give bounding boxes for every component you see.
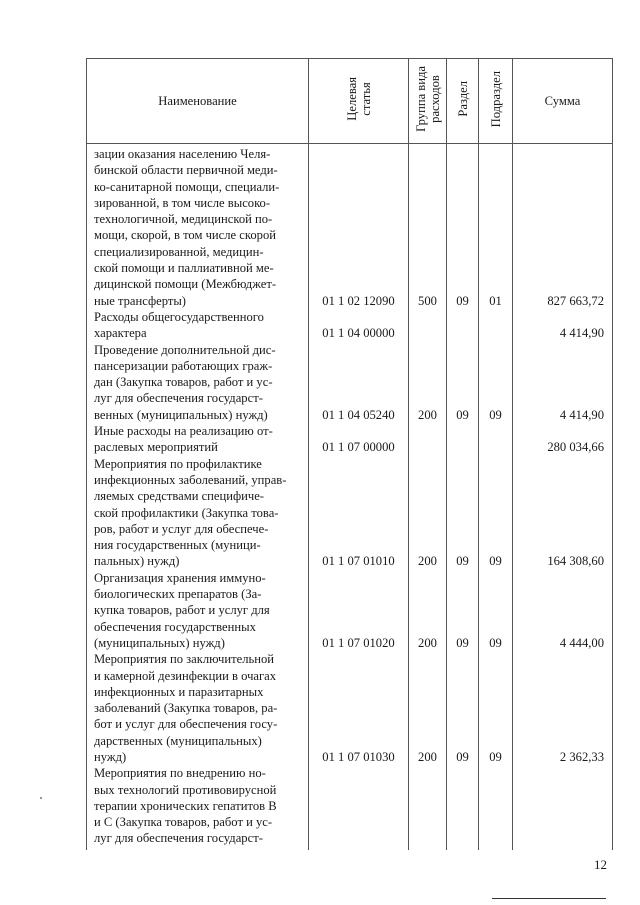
table-row [87, 765, 613, 849]
table-row [87, 144, 613, 309]
row-subsection: 09 [479, 342, 513, 423]
row-sum: 280 034,66 [513, 423, 613, 456]
row-sum: 2 362,33 [513, 651, 613, 765]
row-name [87, 423, 309, 456]
row-section: 09 [447, 144, 479, 309]
scan-speck [40, 797, 42, 799]
row-code: 01 1 07 00000 [309, 423, 409, 456]
row-group [409, 309, 447, 342]
row-name-line: раслевых мероприятий [94, 440, 218, 455]
header-section-text: Раздел [455, 81, 470, 117]
row-name-line: ляемых средствами специфиче- [94, 489, 264, 504]
row-name-line: мощи, скорой, в том числе скорой [94, 228, 276, 243]
row-name-line: ской профилактики (Закупка това- [94, 505, 279, 520]
row-name-line: и камерной дезинфекции в очагах [94, 668, 277, 683]
row-name-line: вых технологий противовирусной [94, 782, 277, 797]
row-subsection [479, 309, 513, 342]
row-code: 01 1 04 05240 [309, 342, 409, 423]
row-section [447, 423, 479, 456]
row-group: 200 [409, 651, 447, 765]
header-subsection-text: Подраздел [488, 70, 503, 128]
budget-table [86, 58, 613, 850]
footer-rule [492, 898, 606, 899]
header-code [309, 59, 409, 144]
row-code: 01 1 07 01010 [309, 456, 409, 570]
row-group [409, 765, 447, 849]
row-name [87, 456, 309, 570]
row-name-line: Мероприятия по профилактике [94, 456, 262, 471]
row-name-line: дан (Закупка товаров, работ и ус- [94, 375, 273, 390]
table-row [87, 309, 613, 342]
row-name-line: нужд) [94, 749, 127, 764]
row-name-line: зированной, в том числе высоко- [94, 195, 271, 210]
row-name-line: купка товаров, работ и услуг для [94, 603, 270, 618]
row-name-line: пансеризации работающих граж- [94, 358, 273, 373]
row-name-line: Организация хранения иммуно- [94, 570, 266, 585]
row-name-line: венных (муниципальных) нужд) [94, 407, 268, 422]
row-subsection: 01 [479, 144, 513, 309]
table-row [87, 423, 613, 456]
row-name-line: дицинской помощи (Межбюджет- [94, 277, 277, 292]
row-name-line: Расходы общегосударственного [94, 309, 264, 324]
row-section: 09 [447, 651, 479, 765]
row-name [87, 765, 309, 849]
row-name-line: ные трансферты) [94, 293, 187, 308]
header-name: Наименование [87, 59, 309, 144]
row-sum [513, 765, 613, 849]
header-group [409, 59, 447, 144]
row-name-line: луг для обеспечения государст- [94, 391, 263, 406]
row-name-line: ния государственных (муници- [94, 538, 261, 553]
row-subsection: 09 [479, 570, 513, 651]
row-group: 200 [409, 570, 447, 651]
page-number: 12 [594, 857, 607, 872]
row-subsection: 09 [479, 456, 513, 570]
row-name-line: Мероприятия по заключительной [94, 652, 275, 667]
row-name-line: специализированной, медицин- [94, 244, 264, 259]
row-sum: 827 663,72 [513, 144, 613, 309]
row-name-line: обеспечения государственных [94, 619, 256, 634]
table-row [87, 342, 613, 423]
table-header-row [87, 59, 613, 144]
row-code [309, 765, 409, 849]
row-name [87, 342, 309, 423]
row-name [87, 651, 309, 765]
row-name-line: ров, работ и услуг для обеспече- [94, 521, 269, 536]
row-name-line: заболеваний (Закупка товаров, ра- [94, 701, 278, 716]
table-row [87, 456, 613, 570]
row-name-line: Иные расходы на реализацию от- [94, 424, 273, 439]
row-subsection [479, 765, 513, 849]
row-name-line: и С (Закупка товаров, работ и ус- [94, 815, 273, 830]
row-sum: 164 308,60 [513, 456, 613, 570]
row-name-line: луг для обеспечения государст- [94, 831, 263, 846]
row-section: 09 [447, 570, 479, 651]
row-name-line: терапии хронических гепатитов В [94, 798, 277, 813]
row-code: 01 1 04 00000 [309, 309, 409, 342]
row-code: 01 1 07 01020 [309, 570, 409, 651]
row-name [87, 570, 309, 651]
row-section [447, 765, 479, 849]
row-name-line: инфекционных и паразитарных [94, 684, 264, 699]
row-name-line: (муниципальных) нужд) [94, 635, 225, 650]
header-group-text: Группа вида расходов [413, 65, 442, 132]
row-name-line: Мероприятия по внедрению но- [94, 766, 266, 781]
row-name-line: дарственных (муниципальных) [94, 733, 262, 748]
row-name-line: ко-санитарной помощи, специали- [94, 179, 280, 194]
row-sum: 4 414,90 [513, 309, 613, 342]
row-name-line: инфекционных заболеваний, управ- [94, 472, 287, 487]
row-name-line: технологичной, медицинской по- [94, 212, 273, 227]
row-name-line: бинской области первичной меди- [94, 163, 278, 178]
row-group: 200 [409, 456, 447, 570]
row-group [409, 423, 447, 456]
row-section: 09 [447, 456, 479, 570]
row-name-line: бот и услуг для обеспечения госу- [94, 717, 278, 732]
row-group: 200 [409, 342, 447, 423]
row-code: 01 1 07 01030 [309, 651, 409, 765]
row-name-line: зации оказания населению Челя- [94, 147, 271, 161]
row-subsection: 09 [479, 651, 513, 765]
header-section [447, 59, 479, 144]
row-name [87, 144, 309, 309]
row-name [87, 309, 309, 342]
row-code: 01 1 02 12090 [309, 144, 409, 309]
row-subsection [479, 423, 513, 456]
row-name-line: ской помощи и паллиативной ме- [94, 261, 274, 276]
row-name-line: характера [94, 326, 147, 341]
row-name-line: Проведение дополнительной дис- [94, 342, 276, 357]
table-row [87, 651, 613, 765]
row-group: 500 [409, 144, 447, 309]
row-name-line: биологических препаратов (За- [94, 587, 262, 602]
header-code-text: Целевая статья [344, 76, 373, 121]
table-row [87, 570, 613, 651]
header-sum: Сумма [513, 59, 613, 144]
header-subsection [479, 59, 513, 144]
row-section [447, 309, 479, 342]
row-sum: 4 414,90 [513, 342, 613, 423]
row-section: 09 [447, 342, 479, 423]
row-sum: 4 444,00 [513, 570, 613, 651]
row-name-line: пальных) нужд) [94, 554, 180, 569]
